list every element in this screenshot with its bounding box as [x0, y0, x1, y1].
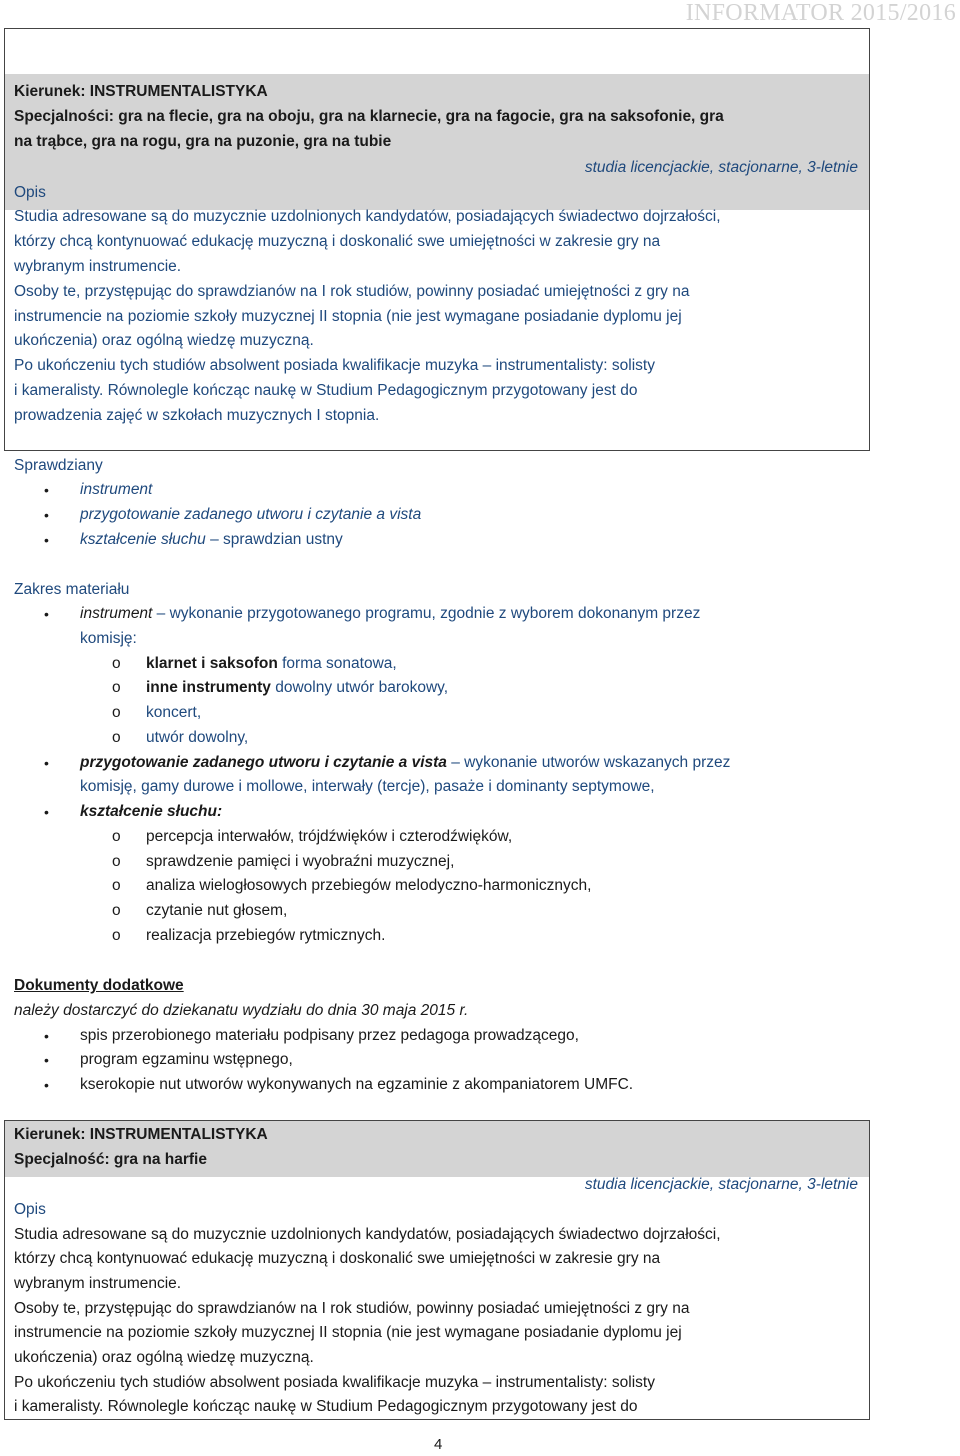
- bullet-icon: •: [44, 482, 49, 498]
- dokumenty-title: Dokumenty dodatkowe: [14, 977, 184, 994]
- dokument-item: program egzaminu wstępnego,: [80, 1051, 293, 1068]
- zakres-instrument-cont: komisję:: [80, 630, 137, 647]
- document-header: INFORMATOR 2015/2016: [685, 0, 956, 26]
- sprawdzian-item: kształcenie słuchu – sprawdzian ustny: [80, 531, 343, 548]
- opis-line: którzy chcą kontynuować edukację muzyczną i doskonalić swe umiejętności w zakresie gry na: [14, 1250, 661, 1267]
- sub-item: utwór dowolny,: [146, 729, 249, 746]
- opis-line: wybranym instrumencie.: [14, 258, 182, 275]
- sub-bullet-icon: o: [112, 828, 121, 845]
- bullet-icon: •: [44, 1028, 49, 1044]
- sub-item: inne instrumenty dowolny utwór barokowy,: [146, 679, 449, 696]
- bullet-icon: •: [44, 1077, 49, 1093]
- zakres-sluch: kształcenie słuchu:: [80, 803, 223, 820]
- bullet-icon: •: [44, 804, 49, 820]
- opis-line: ukończenia) oraz ogólną wiedzę muzyczną.: [14, 332, 314, 349]
- sub-item: realizacja przebiegów rytmicznych.: [146, 927, 386, 944]
- sub-bullet-icon: o: [112, 927, 121, 944]
- zakres-instrument: instrument – wykonanie przygotowanego programu, zgodnie z wyborem dokonanym przez: [80, 605, 701, 622]
- sub-item: klarnet i saksofon forma sonatowa,: [146, 655, 397, 672]
- sub-bullet-icon: o: [112, 729, 121, 746]
- sub-bullet-icon: o: [112, 877, 121, 894]
- sub-bullet-icon: o: [112, 853, 121, 870]
- opis-line: prowadzenia zajęć w szkołach muzycznych I stopnia.: [14, 407, 380, 424]
- bullet-icon: •: [44, 606, 49, 622]
- opis-title: Opis: [14, 1201, 46, 1218]
- sub-item: percepcja interwałów, trójdźwięków i czterodźwięków,: [146, 828, 513, 845]
- sub-bullet-icon: o: [112, 655, 121, 672]
- sub-item: czytanie nut głosem,: [146, 902, 288, 919]
- sub-item: sprawdzenie pamięci i wyobraźni muzycznej,: [146, 853, 455, 870]
- studia-type: studia licencjackie, stacjonarne, 3-letnie: [584, 1176, 858, 1193]
- opis-line: wybranym instrumencie.: [14, 1275, 182, 1292]
- sprawdzian-item: instrument: [80, 481, 153, 498]
- opis-line: i kameralisty. Równolegle kończąc naukę w Studium Pedagogicznym przygotowany jest do: [14, 1398, 638, 1415]
- sub-item: koncert,: [146, 704, 202, 721]
- sprawdziany-title: Sprawdziany: [14, 457, 103, 474]
- opis-line: instrumencie na poziomie szkoły muzycznej II stopnia (nie jest wymagane posiadanie dyplomu jej: [14, 1324, 682, 1341]
- studia-type: studia licencjackie, stacjonarne, 3-letnie: [584, 159, 858, 176]
- bullet-icon: •: [44, 507, 49, 523]
- opis-line: Po ukończeniu tych studiów absolwent posiada kwalifikacje muzyka – instrumentalisty: solisty: [14, 357, 655, 374]
- dokument-item: spis przerobionego materiału podpisany przez pedagoga prowadzącego,: [80, 1027, 579, 1044]
- sub-bullet-icon: o: [112, 902, 121, 919]
- sprawdzian-item: przygotowanie zadanego utworu i czytanie a vista: [80, 506, 422, 523]
- opis-line: Osoby te, przystępując do sprawdzianów na I rok studiów, powinny posiadać umiejętności z gry na: [14, 283, 690, 300]
- opis-line: ukończenia) oraz ogólną wiedzę muzyczną.: [14, 1349, 314, 1366]
- kierunek-title: Kierunek: INSTRUMENTALISTYKA: [14, 1126, 268, 1143]
- opis-line: Osoby te, przystępując do sprawdzianów na I rok studiów, powinny posiadać umiejętności z gry na: [14, 1300, 690, 1317]
- bullet-icon: •: [44, 1052, 49, 1068]
- bullet-icon: •: [44, 532, 49, 548]
- zakres-vista: przygotowanie zadanego utworu i czytanie a vista – wykonanie utworów wskazanych przez: [80, 754, 731, 771]
- opis-line: Studia adresowane są do muzycznie uzdolnionych kandydatów, posiadających świadectwo dojrzałości,: [14, 208, 721, 225]
- page-number: 4: [434, 1436, 443, 1453]
- zakres-vista-cont: komisję, gamy durowe i mollowe, interwały (tercje), pasaże i dominanty septymowe,: [80, 778, 655, 795]
- opis-line: Studia adresowane są do muzycznie uzdolnionych kandydatów, posiadających świadectwo dojrzałości,: [14, 1226, 721, 1243]
- zakres-title: Zakres materiału: [14, 581, 130, 598]
- opis-line: Po ukończeniu tych studiów absolwent posiada kwalifikacje muzyka – instrumentalisty: solisty: [14, 1374, 655, 1391]
- specjalnosci-line-1: Specjalności: gra na flecie, gra na oboju, gra na klarnecie, gra na fagocie, gra na saksofonie, gra: [14, 108, 724, 125]
- sub-item: analiza wielogłosowych przebiegów melodyczno-harmonicznych,: [146, 877, 592, 894]
- opis-line: instrumencie na poziomie szkoły muzycznej II stopnia (nie jest wymagane posiadanie dyplomu jej: [14, 308, 682, 325]
- dokument-item: kserokopie nut utworów wykonywanych na egzaminie z akompaniatorem UMFC.: [80, 1076, 634, 1093]
- sub-bullet-icon: o: [112, 679, 121, 696]
- opis-line: którzy chcą kontynuować edukację muzyczną i doskonalić swe umiejętności w zakresie gry na: [14, 233, 661, 250]
- sub-bullet-icon: o: [112, 704, 121, 721]
- specjalnosci-line-2: na trąbce, gra na rogu, gra na puzonie, gra na tubie: [14, 133, 392, 150]
- opis-line: i kameralisty. Równolegle kończąc naukę w Studium Pedagogicznym przygotowany jest do: [14, 382, 638, 399]
- dokumenty-note: należy dostarczyć do dziekanatu wydziału do dnia 30 maja 2015 r.: [14, 1002, 469, 1019]
- kierunek-title: Kierunek: INSTRUMENTALISTYKA: [14, 83, 268, 100]
- specjalnosc-line: Specjalność: gra na harfie: [14, 1151, 207, 1168]
- bullet-icon: •: [44, 755, 49, 771]
- opis-title: Opis: [14, 184, 46, 201]
